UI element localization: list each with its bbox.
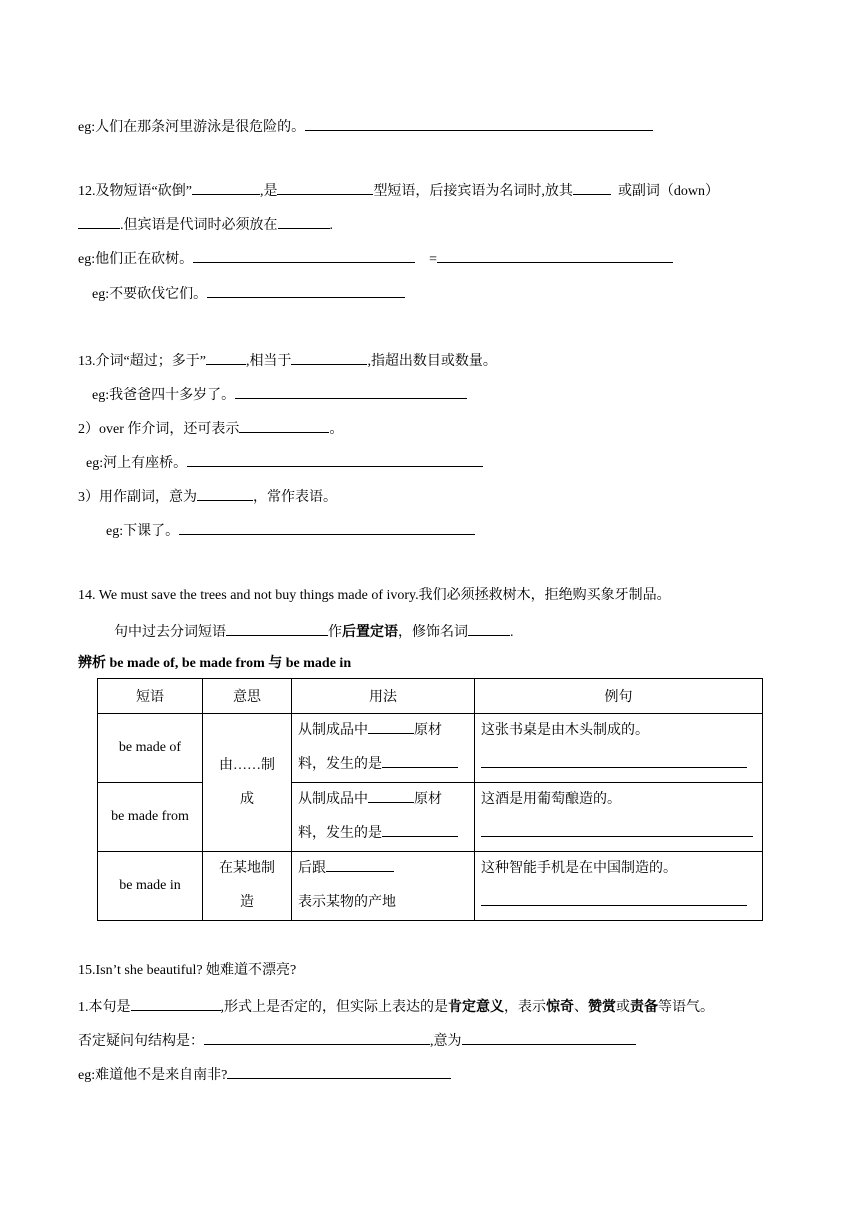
answer-blank[interactable] [291,350,367,365]
header-phrase: 短语 [98,679,203,714]
answer-blank[interactable] [207,283,405,298]
answer-blank[interactable] [179,520,475,535]
question-15-structure: 否定疑问句结构是： ,意为 [78,1030,636,1051]
header-usage: 用法 [292,679,475,714]
phrase-cell: be made from [98,783,203,852]
example-cell: 这酒是用葡萄酿造的。 [475,783,763,852]
phrase-cell: be made in [98,852,203,921]
answer-blank[interactable] [462,1030,636,1045]
question-12-line-1: 12.及物短语“砍倒” ,是 型短语，后接宾语为名词时,放其 或副词（down） [78,180,719,201]
example-cell: 这张书桌是由木头制成的。 [475,714,763,783]
question-15-point-1: 1.本句是 ,形式上是否定的，但实际上表达的是肯定意义，表示惊奇、赞赏或责备等语气。 [78,996,714,1017]
question-13-line-1: 13.介词“超过；多于” ,相当于 ,指超出数目或数量。 [78,350,497,371]
answer-blank[interactable] [481,822,753,837]
answer-blank[interactable] [573,180,611,195]
answer-blank[interactable] [481,753,747,768]
answer-blank[interactable] [192,180,260,195]
answer-blank[interactable] [239,418,329,433]
answer-blank[interactable] [204,1030,430,1045]
answer-blank[interactable] [382,822,458,837]
comparison-table [97,678,763,921]
example-cell: 这种智能手机是在中国制造的。 [475,852,763,921]
header-example: 例句 [475,679,763,714]
table-row [98,714,763,783]
answer-blank[interactable] [382,753,458,768]
answer-blank[interactable] [193,248,415,263]
answer-blank[interactable] [468,621,510,636]
question-15-title: 15.Isn’t she beautiful? 她难道不漂亮? [78,963,297,978]
meaning-cell: 由……制 成 [203,714,292,852]
answer-blank[interactable] [78,214,120,229]
table-header-row [98,679,763,714]
answer-blank[interactable] [437,248,673,263]
answer-blank[interactable] [226,621,328,636]
answer-blank[interactable] [235,384,467,399]
answer-blank[interactable] [368,719,414,734]
usage-cell: 从制成品中 原材 料，发生的是 [292,714,475,783]
header-meaning: 意思 [203,679,292,714]
question-13-example-1: eg:我爸爸四十多岁了。 [92,384,467,405]
answer-blank[interactable] [277,180,373,195]
answer-blank[interactable] [187,452,483,467]
answer-blank[interactable] [227,1064,451,1079]
answer-blank[interactable] [206,350,246,365]
answer-blank[interactable] [197,486,253,501]
question-14-sentence: 14. We must save the trees and not buy things made of ivory.我们必须拯救树木，拒绝购买象牙制品。 [78,588,671,603]
question-12-example-1: eg:他们正在砍树。 = [78,248,673,269]
question-13-point-2: 2）over 作介词，还可表示 。 [78,418,343,439]
answer-blank[interactable] [131,996,221,1011]
answer-blank[interactable] [481,891,747,906]
answer-blank[interactable] [368,788,414,803]
question-15-example: eg:难道他不是来自南非? [78,1064,451,1085]
table-row [98,783,763,852]
compare-title: 辨析 be made of, be made from 与 be made in [78,656,352,671]
question-12-line-2: .但宾语是代词时必须放在 . [78,214,333,235]
usage-cell: 后跟 表示某物的产地 [292,852,475,921]
answer-blank[interactable] [305,116,653,131]
table-row [98,852,763,921]
answer-blank[interactable] [326,857,394,872]
question-13-point-3: 3）用作副词，意为 ，常作表语。 [78,486,337,507]
question-13-example-2: eg:河上有座桥。 [86,452,483,473]
meaning-cell: 在某地制 造 [203,852,292,921]
answer-blank[interactable] [278,214,330,229]
question-12-example-2: eg:不要砍伐它们。 [92,283,405,304]
question-13-example-3: eg:下课了。 [106,520,475,541]
phrase-cell: be made of [98,714,203,783]
example-line: eg:人们在那条河里游泳是很危险的。 [78,116,653,137]
question-14-note: 句中过去分词短语 作后置定语，修饰名词 . [114,621,514,642]
usage-cell: 从制成品中 原材 料，发生的是 [292,783,475,852]
